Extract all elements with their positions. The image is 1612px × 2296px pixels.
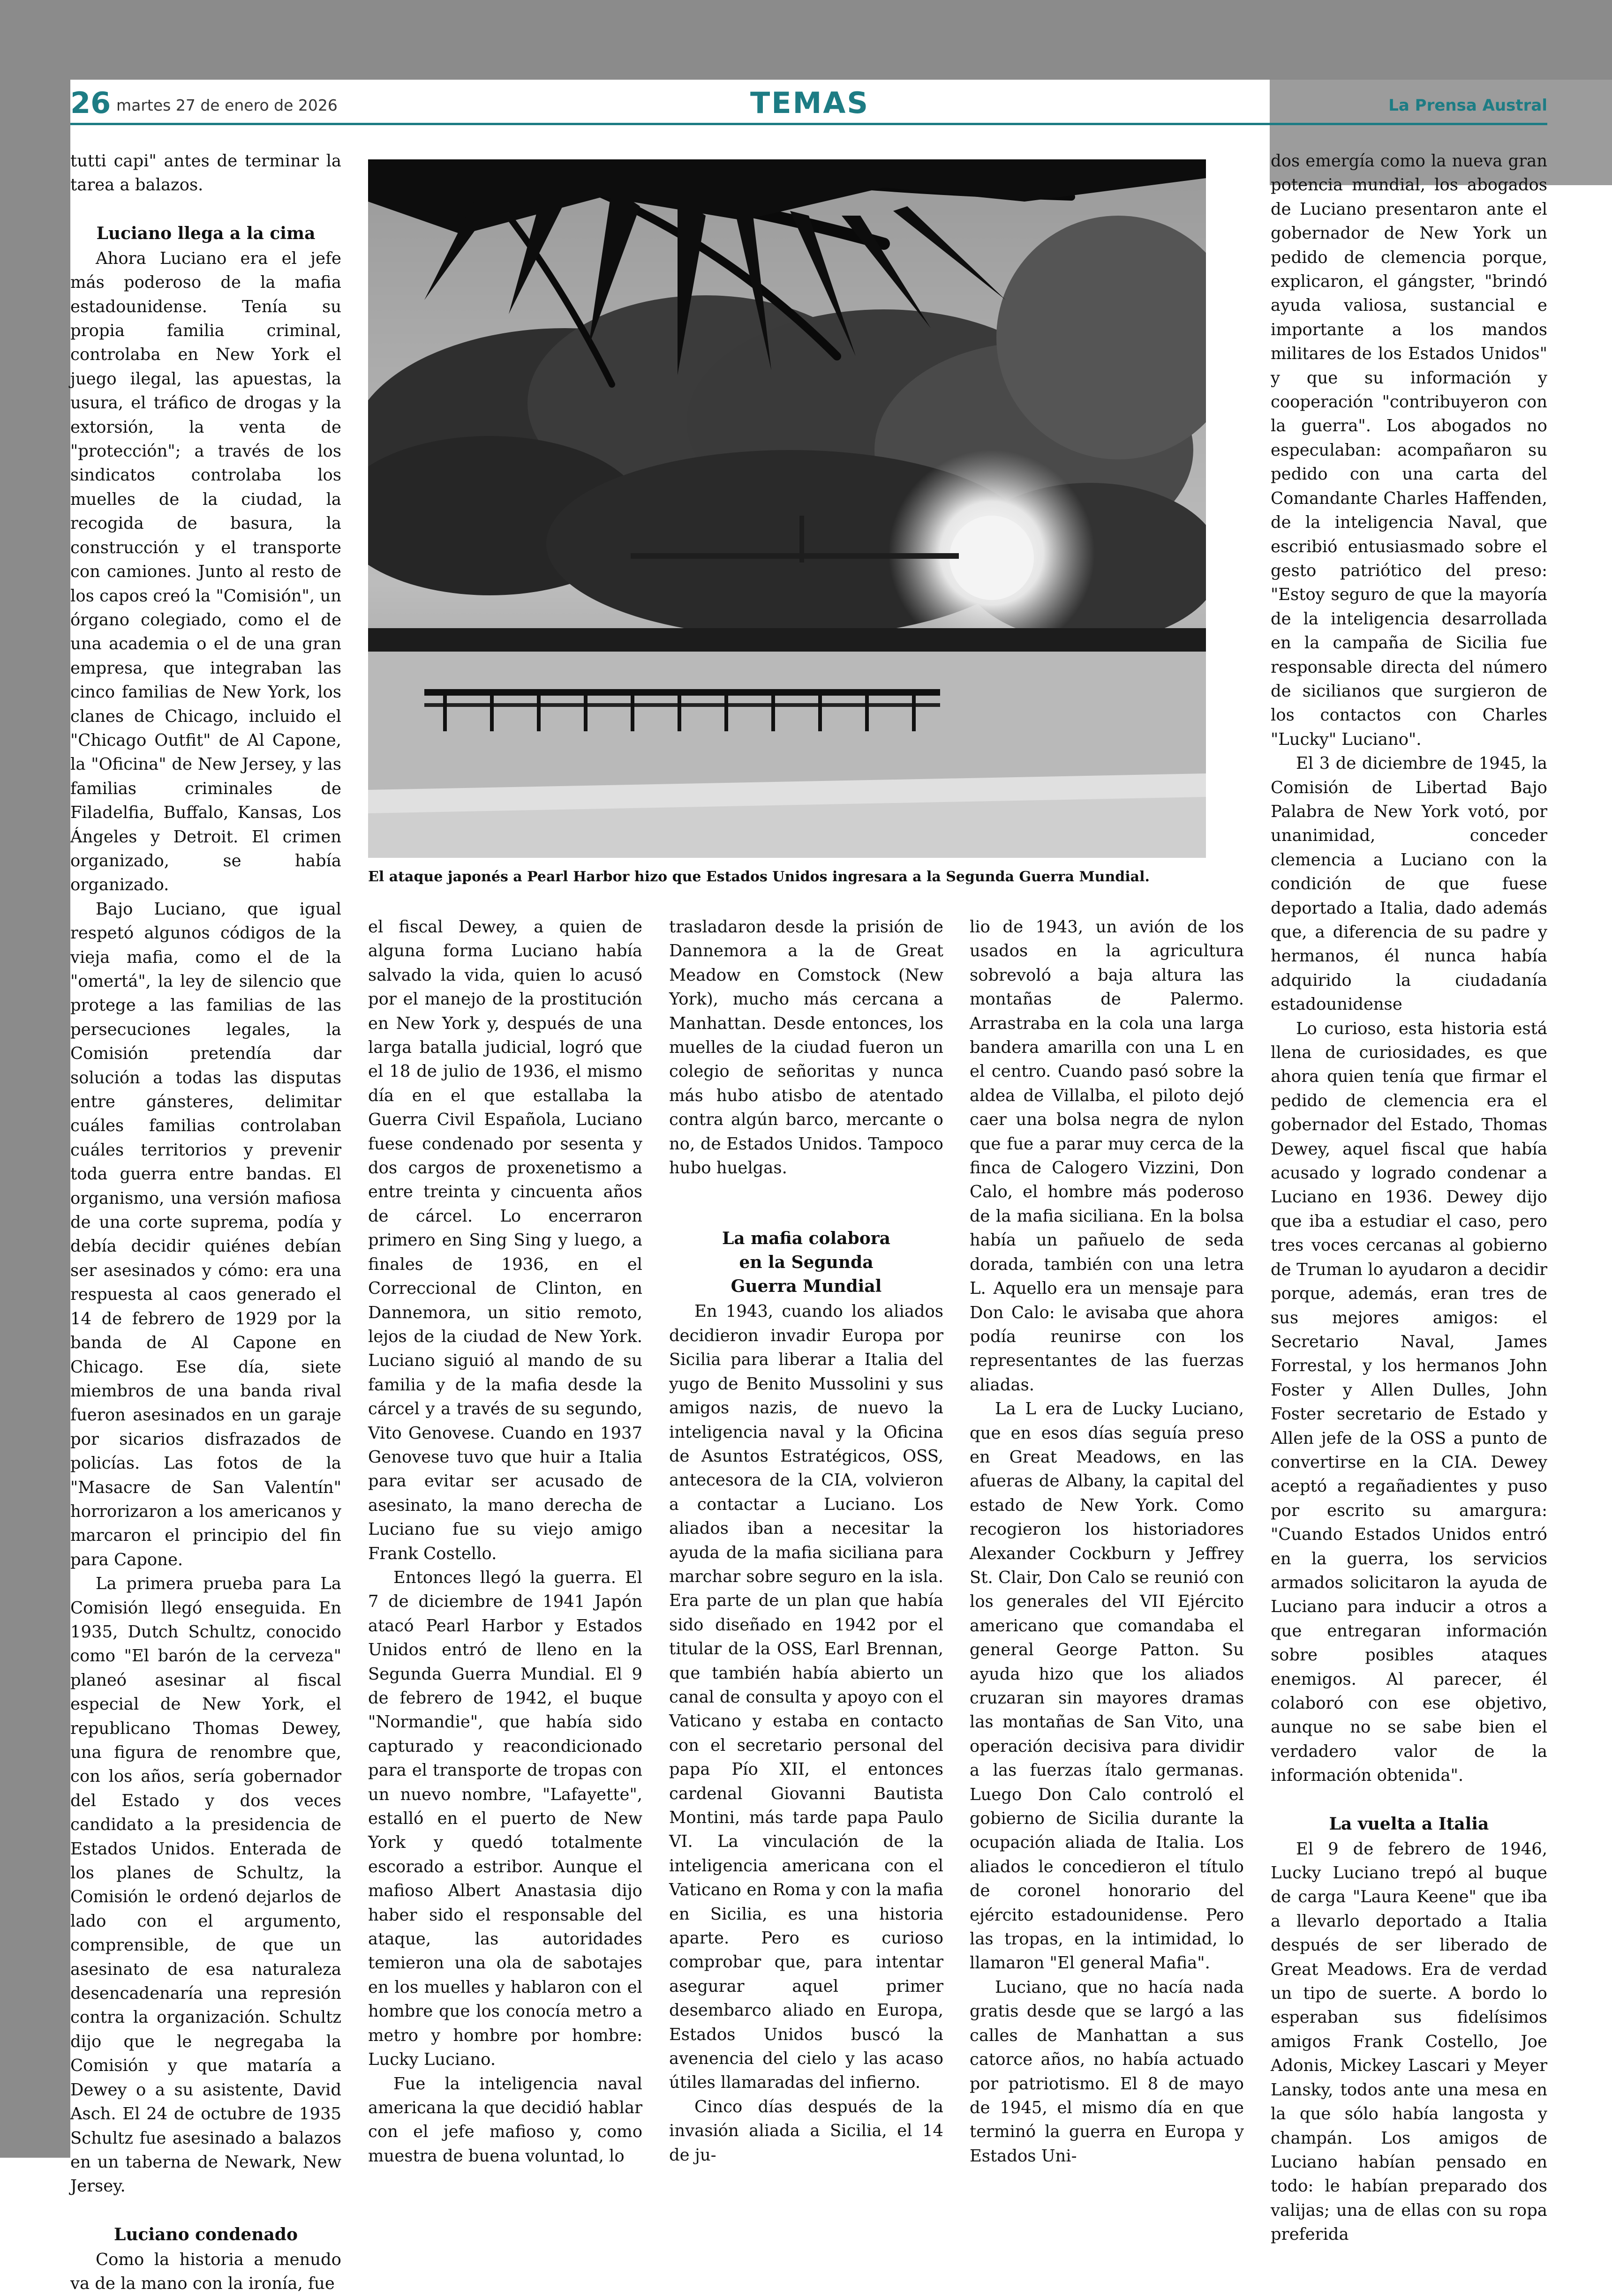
page-number: 26 xyxy=(70,86,111,120)
publication-date: martes 27 de enero de 2026 xyxy=(116,96,338,114)
column-5 xyxy=(1271,149,1547,2247)
paragraph: Como la historia a menudo va de la mano con la ironía, fue xyxy=(70,2250,341,2294)
paragraph: Lo curioso, esta historia está llena de curiosidades, es que ahora quien tenía que firmar el pedido de clemencia era el gobernador del Estado, Thomas Dewey, aquel fiscal que había acusado y logrado condenar a Luciano en 1936. Dewey dijo que iba a estudiar el caso, pero tres voces cercanas al gobierno de Truman lo ayudaron a decidir porque, además, eran tres de sus mejores amigos: el Secretario Naval, James Forrestal, y los hermanos John Foster y Allen Dulles, John Foster secretario de Estado y Allen jefe de la OSS a punto de convertirse en la CIA. Dewey aceptó a regañadientes y puso por escrito su amargura: "Cuando Estados Unidos entró en la guerra, los servicios armados solicitaron la ayuda de Luciano para inducir a otros a que entregaran información sobre posibles ataques enemigos. Al parecer, él colaboró con ese objetivo, aunque no se sabe bien el verdadero valor de la información obtenida". xyxy=(1271,1019,1547,1786)
paragraph: Luciano, que no hacía nada gratis desde que se largó a las calles de Manhattan a sus catorce años, no había actuado por patriotismo. El 8 de mayo de 1945, el mismo día en que terminó la guerra en Europa y Estados Uni- xyxy=(970,1977,1244,2166)
newspaper-name: La Prensa Austral xyxy=(1388,96,1547,115)
column-3 xyxy=(669,915,943,2167)
paragraph: Ahora Luciano era el jefe más poderoso de la mafia estadounidense. Tenía su propia familia criminal, controlaba en New York el juego ilegal, las apuestas, la usura, el tráfico de drogas y la extorsión, la venta de "protección"; a través de los sindicatos controlaba los muelles de la ciudad, la recogida de basura, la construcción y el transporte con camiones. Junto al resto de los capos creó la "Comisión", un órgano colegiado, como el de una academia o el de una gran empresa, que integraban las cinco familias de New York, los clanes de Chicago, incluido el "Chicago Outfit" de Al Capone, la "Oficina" de New Jersey, y las familias criminales de Filadelfia, Buffalo, Kansas, Los Ángeles y Detroit. El crimen organizado, se había organizado. xyxy=(70,248,341,895)
paragraph: El 9 de febrero de 1946, Lucky Luciano trepó al buque de carga "Laura Keene" que iba a llevarlo deportado a Italia después de ser liberado de Great Meadows. Era de verdad un tipo de suerte. A bordo lo esperaban sus fidelísimos amigos Frank Costello, Joe Adonis, Mickey Lascari y Meyer Lansky, todos ante una mesa en la que sólo había langosta y champán. Los amigos de Luciano habían pensado en todo: le habían preparado dos valijas; una de ellas con su ropa preferida xyxy=(1271,1839,1547,2244)
subheading: La vuelta a Italia xyxy=(1329,1814,1489,1834)
paragraph: Cinco días después de la invasión aliada a Sicilia, el 14 de ju- xyxy=(669,2097,943,2165)
column-4 xyxy=(970,915,1244,2168)
pearl-harbor-photo xyxy=(368,159,1206,858)
subheading: Luciano condenado xyxy=(114,2224,298,2244)
subheading-line-3: Guerra Mundial xyxy=(731,1276,882,1297)
paragraph: El 3 de diciembre de 1945, la Comisión de Libertad Bajo Palabra de New York votó, por unanimidad, conceder clemencia a Luciano con la condición de que fuese deportado a Italia, dado además que, a diferencia de su padre y hermanos, él nunca había adquirido la ciudadanía estadounidense xyxy=(1271,754,1547,1014)
column-2 xyxy=(368,915,642,2168)
paragraph: el fiscal Dewey, a quien de alguna forma Luciano había salvado la vida, quien lo acusó por el manejo de la prostitución en New York y, después de una larga batalla judicial, logró que el 18 de julio de 1936, el mismo día en el que estallaba la Guerra Civil Española, Luciano fuese condenado por sesenta y dos cargos de proxenetismo a entre treinta y cincuenta años de cárcel. Lo encerraron primero en Sing Sing y luego, a finales de 1936, en el Correccional de Clinton, en Dannemora, un sitio remoto, lejos de la ciudad de New York. Luciano siguió al mando de su familia y de la mafia desde la cárcel y a través de su segundo, Vito Genovese. Cuando en 1937 Genovese tuvo que huir a Italia para evitar ser acusado de asesinato, la mano derecha de Luciano fue su viejo amigo Frank Costello. xyxy=(368,917,642,1563)
scan-border-top xyxy=(70,0,1612,80)
paragraph: trasladaron desde la prisión de Dannemora a la de Great Meadow en Comstock (New York), mucho más cercana a Manhattan. Desde entonces, los muelles de la ciudad fueron un colegio de señoritas y nunca más hubo atisbo de atentado contra algún barco, mercante o no, de Estados Unidos. Tampoco hubo huelgas. xyxy=(669,917,943,1178)
photo-caption: El ataque japonés a Pearl Harbor hizo que Estados Unidos ingresara a la Segunda Guerra Mundial. xyxy=(368,869,1150,885)
header-rule xyxy=(70,123,1547,125)
subheading-line-1: La mafia colabora xyxy=(722,1229,891,1249)
paragraph: La L era de Lucky Luciano, que en esos días seguía preso en Great Meadows, en las afueras de Albany, la capital del estado de New York. Como recogieron los historiadores Alexander Cockburn y Jeffrey St. Clair, Don Calo se reunió con los generales del VII Ejército americano que comandaba el general George Patton. Su ayuda hizo que los aliados cruzaran sin mayores dramas las montañas de San Vito, una operación decisiva para dividir a las fuerzas ítalo germanas. Luego Don Calo controló el gobierno de Sicilia durante la ocupación aliada de Italia. Los aliados le concedieron el título de coronel honorario del ejército estadounidense. Pero las tropas, en la intimidad, lo llamaron "El general Mafia". xyxy=(970,1399,1244,1973)
paragraph: dos emergía como la nueva gran potencia mundial, los abogados de Luciano presentaron ante el gobernador de New York un pedido de clemencia porque, explicaron, el gángster, "brindó ayuda valiosa, sustancial e importante a los mandos militares de los Estados Unidos" y que su información y cooperación "contribuyeron con la guerra". Los abogados no especulaban: acompañaron su pedido con una carta del Comandante Charles Haffenden, de la inteligencia Naval, que escribió entusiasmado sobre el gesto patriótico del preso: "Estoy seguro de que la mayoría de la inteligencia desarrollada en la campaña de Sicilia fue responsable directa del número de sicilianos que surgieron de los contactos con Charles "Lucky" Luciano". xyxy=(1271,151,1547,749)
scan-border-left xyxy=(0,0,70,2158)
paragraph: tutti capi" antes de terminar la tarea a balazos. xyxy=(70,151,341,195)
page-header xyxy=(70,82,1547,125)
column-1 xyxy=(70,149,341,2296)
paragraph: Fue la inteligencia naval americana la que decidió hablar con el jefe mafioso y, como muestra de buena voluntad, lo xyxy=(368,2074,642,2166)
subheading: Luciano llega a la cima xyxy=(96,223,316,243)
paragraph: lio de 1943, un avión de los usados en la agricultura sobrevoló a baja altura las montañas de Palermo. Arrastraba en la cola una larga bandera amarilla con una L en el centro. Cuando pasó sobre la aldea de Villalba, el piloto dejó caer una bolsa negra de nylon que fue a parar muy cerca de la finca de Calogero Vizzini, Don Calo, el hombre más poderoso de la mafia siciliana. En la bolsa había un pañuelo de seda dorada, también con una letra L. Aquello era un mensaje para Don Calo: le avisaba que ahora podía reunirse con los representantes de las fuerzas aliadas. xyxy=(970,917,1244,1395)
section-title: TEMAS xyxy=(750,86,869,120)
paragraph: Entonces llegó la guerra. El 7 de diciembre de 1941 Japón atacó Pearl Harbor y Estados Unidos entró de lleno en la Segunda Guerra Mundial. El 9 de febrero de 1942, el buque "Normandie", que había sido capturado y reacondicionado para el transporte de tropas con un nuevo nombre, "Lafayette", estalló en el puerto de New York y quedó totalmente escorado a estribor. Aunque el mafioso Albert Anastasia dijo haber sido el responsable del ataque, las autoridades temieron una ola de sabotajes en los muelles y hablaron con el hombre que los conocía metro a metro y hombre por hombre: Lucky Luciano. xyxy=(368,1568,642,2070)
subheading-line-2: en la Segunda xyxy=(739,1253,874,1273)
paragraph: En 1943, cuando los aliados decidieron invadir Europa por Sicilia para liberar a Italia del yugo de Benito Mussolini y sus amigos nazis, de nuevo la inteligencia naval y la Oficina de Asuntos Estratégicos, OSS, antecesora de la CIA, volvieron a contactar a Luciano. Los aliados iban a necesitar la ayuda de la mafia siciliana para marchar sobre seguro en la isla. Era parte de un plan que había sido diseñado en 1942 por el titular de la OSS, Earl Brennan, que también había abierto un canal de consulta y apoyo con el Vaticano y estaba en contacto con el secretario personal del papa Pío XII, el entonces cardenal Giovanni Bautista Montini, más tarde papa Paulo VI. La vinculación de la inteligencia americana con el Vaticano en Roma y con la mafia en Sicilia, es una historia aparte. Pero es curioso comprobar que, para intentar asegurar aquel primer desembarco aliado en Europa, Estados Unidos buscó la avenencia del cielo y las acaso útiles llamaradas del infierno. xyxy=(669,1302,943,2093)
paragraph: Bajo Luciano, que igual respetó algunos códigos de la vieja mafia, como el de la "omertá", la ley de silencio que protege a las familias de las persecuciones legales, la Comisión pretendía dar solución a todas las disputas entre gánsteres, delimitar cuáles familias controlaban cuáles territorios y prevenir toda guerra entre bandas. El organismo, una versión mafiosa de una corte suprema, podía y debía decidir quiénes debían ser asesinados y cómo: era una respuesta al caos generado el 14 de febrero de 1929 por la banda de Al Capone en Chicago. Ese día, siete miembros de una banda rival fueron asesinados en un garaje por sicarios disfrazados de policías. Las fotos de la "Masacre de San Valentín" horrorizaron a los americanos y marcaron el principio del fin para Capone. xyxy=(70,899,341,1569)
paragraph: La primera prueba para La Comisión llegó enseguida. En 1935, Dutch Schultz, conocido como "El barón de la cerveza" planeó asesinar al fiscal especial de New York, el republicano Thomas Dewey, una figura de renombre que, con los años, sería gobernador del Estado y dos veces candidato a la presidencia de Estados Unidos. Enterada de los planes de Schultz, la Comisión le ordenó dejarlos de lado con el argumento, comprensible, de que un asesinato de esa naturaleza desencadenaría una represión contra la organización. Schultz dijo que le negregaba la Comisión y que mataría a Dewey o a su asistente, David Asch. El 24 de octubre de 1935 Schultz fue asesinado a balazos en un taberna de Newark, New Jersey. xyxy=(70,1574,341,2196)
